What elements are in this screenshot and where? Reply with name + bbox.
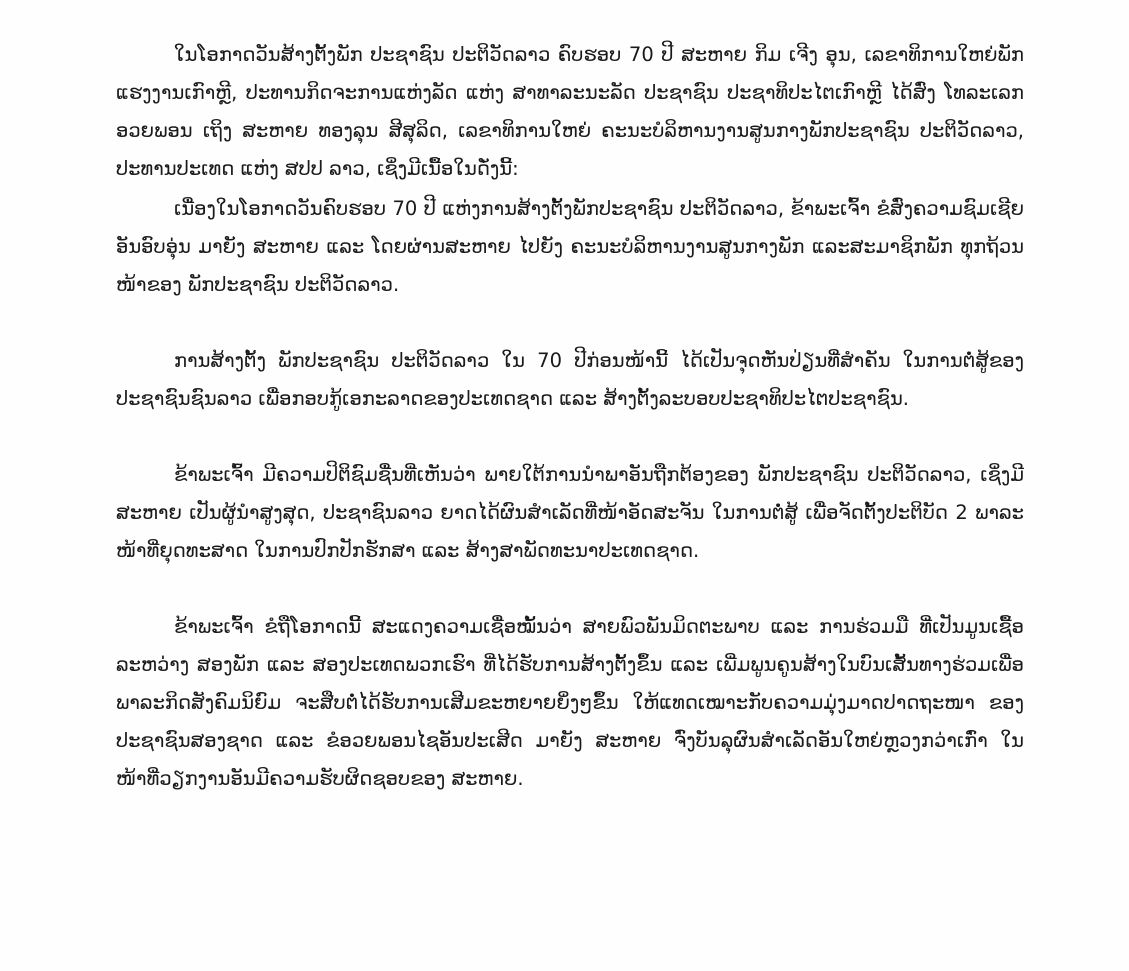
paragraph-party-founding: ການສ້າງຕັ້ງ ພັກປະຊາຊົນ ປະຕິວັດລາວ ໃນ 70 ປີກ່ອນໜ້ານີ້ ໄດ້ເປັນຈຸດຫັນປ່ຽນທີ່ສຳຄັນ ໃນການຕໍ່ສູ້ຂອງປະຊາຊົນຊົນລາວ ເພື່ອກອບກູ້ເອກະລາດຂອງປະເທດຊາດ ແລະ ສ້າງຕັ້ງລະບອບປະຊາທິປະໄຕປະຊາຊົນ. bbox=[116, 349, 1024, 410]
paragraph-congratulations: ເນື່ອງໃນໂອກາດວັນຄົບຮອບ 70 ປີ ແຫ່ງການສ້າງຕັ້ງພັກປະຊາຊົນ ປະຕິວັດລາວ, ຂ້າພະເຈົ້າ ຂໍສົ່ງຄວາມຊົມເຊີຍອັນອົບອຸ່ນ ມາຍັງ ສະຫາຍ ແລະ ໂດຍຜ່ານສະຫາຍ ໄປຍັງ ຄະນະບໍລິຫານງານສູນກາງພັກ ແລະສະມາຊິກພັກ ທຸກຖ້ວນໜ້າຂອງ ພັກປະຊາຊົນ ປະຕິວັດລາວ. bbox=[116, 197, 1024, 296]
paragraph-friendship-wishes: ຂ້າພະເຈົ້າ ຂໍຖືໂອກາດນີ້ ສະແດງຄວາມເຊື່ອໝັ້ນວ່າ ສາຍພົວພັນມິດຕະພາບ ແລະ ການຮ່ວມມື ທີ່ເປັນມູນເຊື້ອ ລະຫວ່າງ ສອງພັກ ແລະ ສອງປະເທດພວກເຮົາ ທີ່ໄດ້ຮັບການສ້າງຕັ້ງຂຶ້ນ ແລະ ເພີ່ມພູນຄູນສ້າງໃນບົນເສັ້ນທາງຮ່ວມເພື່ອພາລະກິດສັງຄົມນິຍົມ ຈະສືບຕໍ່ໄດ້ຮັບການເສີມຂະຫຍາຍຍິ່ງໆຂຶ້ນ ໃຫ້ແທດເໝາະກັບຄວາມມຸ່ງມາດປາດຖະໜາ ຂອງປະຊາຊົນສອງຊາດ ແລະ ຂໍອວຍພອນໄຊອັນປະເສີດ ມາຍັງ ສະຫາຍ ຈົ່ງບັນລຸຜົນສຳເລັດອັນໃຫຍ່ຫຼວງກວ່າເກົ່າ ໃນໜ້າທີ່ວຽກງານອັນມີຄວາມຮັບຜິດຊອບຂອງ ສະຫາຍ. bbox=[116, 615, 1024, 790]
paragraph-achievements: ຂ້າພະເຈົ້າ ມີຄວາມປິຕິຊົມຊື່ນທີ່ເຫັນວ່າ ພາຍໃຕ້ການນຳພາອັນຖືກຕ້ອງຂອງ ພັກປະຊາຊົນ ປະຕິວັດລາວ, ເຊິ່ງມີ ສະຫາຍ ເປັນຜູ້ນຳສູງສຸດ, ປະຊາຊົນລາວ ຍາດໄດ້ຜົນສຳເລັດທີ່ໜ້າອັດສະຈັນ ໃນການຕໍ່ສູ້ ເພື່ອຈັດຕັ້ງປະຕິບັດ 2 ພາລະໜ້າທີ່ຍຸດທະສາດ ໃນການປົກປັກຮັກສາ ແລະ ສ້າງສາພັດທະນາປະເທດຊາດ. bbox=[116, 463, 1024, 562]
paragraph-introduction: ໃນໂອກາດວັນສ້າງຕັ້ງພັກ ປະຊາຊົນ ປະຕິວັດລາວ ຄົບຮອບ 70 ປີ ສະຫາຍ ກິມ ເຈີງ ອຸນ, ເລຂາທິການໃຫຍ່ພັກແຮງງານເກົາຫຼີ, ປະທານກິດຈະການແຫ່ງລັດ ແຫ່ງ ສາທາລະນະລັດ ປະຊາຊົນ ປະຊາທິປະໄຕເກົາຫຼີ ໄດ້ສົ່ງ ໂທລະເລກອວຍພອນ ເຖິງ ສະຫາຍ ທອງລຸນ ສີສຸລິດ, ເລຂາທິການໃຫຍ່ ຄະນະບໍລິຫານງານສູນກາງພັກປະຊາຊົນ ປະຕິວັດລາວ, ປະທານປະເທດ ແຫ່ງ ສປປ ລາວ, ເຊິ່ງມີເນື້ອໃນດັ່ງນີ້: bbox=[116, 43, 1024, 180]
letter-body bbox=[116, 36, 1024, 798]
